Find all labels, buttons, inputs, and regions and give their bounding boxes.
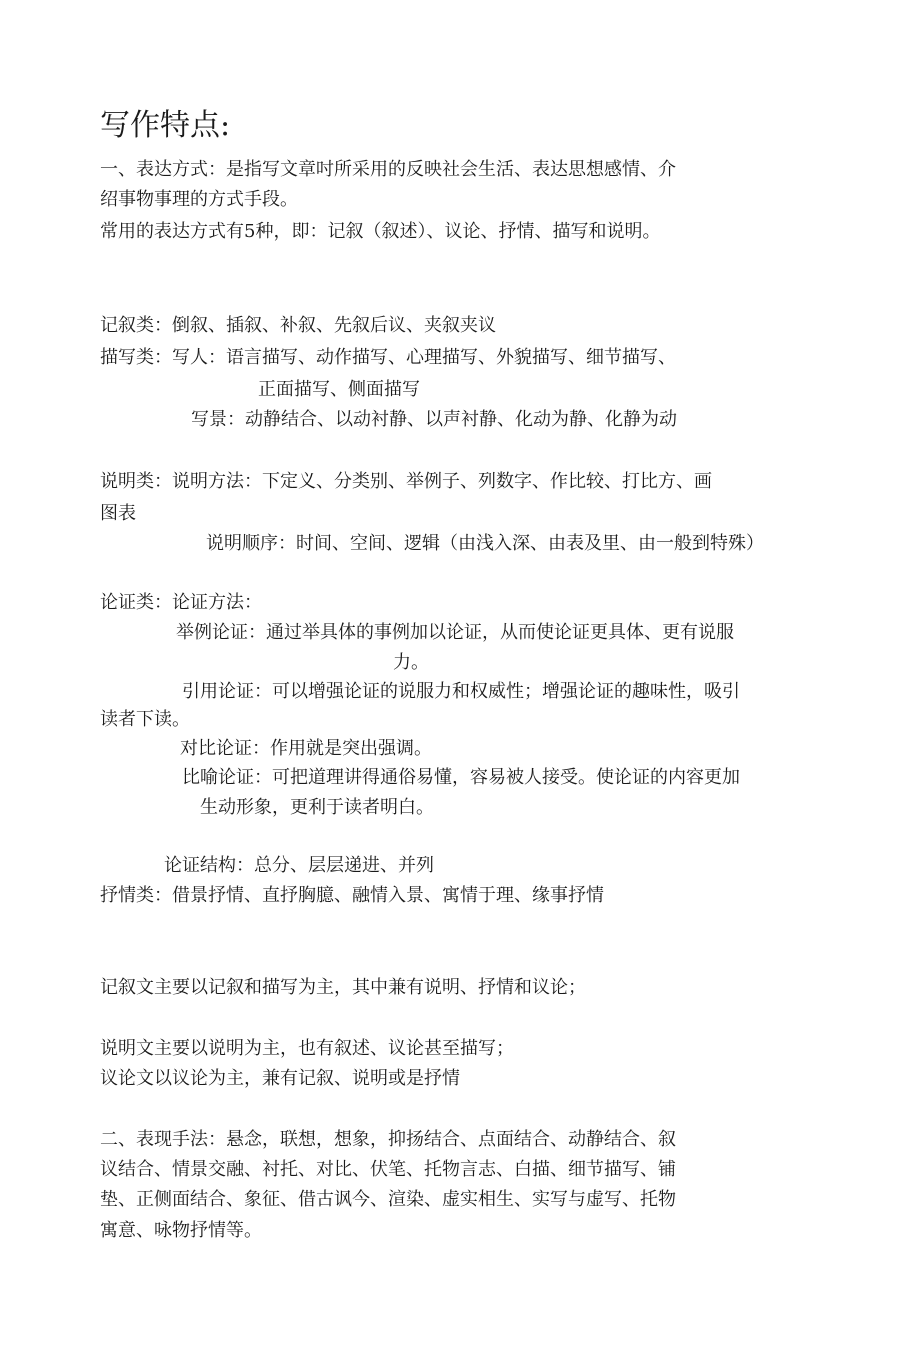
text-line: 论证结构：总分、层层递进、并列 — [164, 855, 434, 876]
text-line: 寓意、咏物抒情等。 — [100, 1220, 262, 1241]
text-line: 读者下读。 — [100, 709, 190, 730]
text-line: 常用的表达方式有5种，即：记叙（叙述）、议论、抒情、描写和说明。 — [100, 221, 661, 242]
text-line: 议论文以议论为主，兼有记叙、说明或是抒情 — [100, 1068, 460, 1089]
text-line: 论证类：论证方法： — [100, 592, 262, 613]
text-line: 引用论证：可以增强论证的说服力和权威性；增强论证的趣味性，吸引 — [182, 681, 740, 702]
text-line: 正面描写、侧面描写 — [258, 379, 420, 400]
text-line: 力。 — [393, 652, 429, 673]
text-line: 生动形象，更利于读者明白。 — [200, 797, 434, 818]
text-line: 写景：动静结合、以动衬静、以声衬静、化动为静、化静为动 — [191, 409, 677, 430]
text-line: 图表 — [100, 503, 136, 524]
text-line: 二、表现手法：悬念，联想，想象，抑扬结合、点面结合、动静结合、叙 — [100, 1129, 676, 1150]
text-line: 垫、正侧面结合、象征、借古讽今、渲染、虚实相生、实写与虚写、托物 — [100, 1189, 676, 1210]
text-line: 记叙类：倒叙、插叙、补叙、先叙后议、夹叙夹议 — [100, 315, 496, 336]
page-title: 写作特点: — [100, 108, 231, 143]
text-line: 绍事物事理的方式手段。 — [100, 189, 298, 210]
text-line: 议结合、情景交融、衬托、对比、伏笔、托物言志、白描、细节描写、铺 — [100, 1159, 676, 1180]
text-line: 抒情类：借景抒情、直抒胸臆、融情入景、寓情于理、缘事抒情 — [100, 885, 604, 906]
text-line: 描写类：写人：语言描写、动作描写、心理描写、外貌描写、细节描写、 — [100, 347, 676, 368]
text-line: 说明类：说明方法：下定义、分类别、举例子、列数字、作比较、打比方、画 — [100, 471, 712, 492]
text-line: 比喻论证：可把道理讲得通俗易懂，容易被人接受。使论证的内容更加 — [182, 767, 740, 788]
text-line: 举例论证：通过举具体的事例加以论证，从而使论证更具体、更有说服 — [176, 622, 734, 643]
text-line: 说明顺序：时间、空间、逻辑（由浅入深、由表及里、由一般到特殊） — [206, 533, 764, 554]
text-line: 一、表达方式：是指写文章吋所采用的反映社会生活、表达思想感情、介 — [100, 159, 676, 180]
text-line: 对比论证：作用就是突出强调。 — [180, 738, 432, 759]
text-line: 记叙文主要以记叙和描写为主，其中兼有说明、抒情和议论； — [100, 977, 586, 998]
text-line: 说明文主要以说明为主，也有叙述、议论甚至描写； — [100, 1038, 514, 1059]
